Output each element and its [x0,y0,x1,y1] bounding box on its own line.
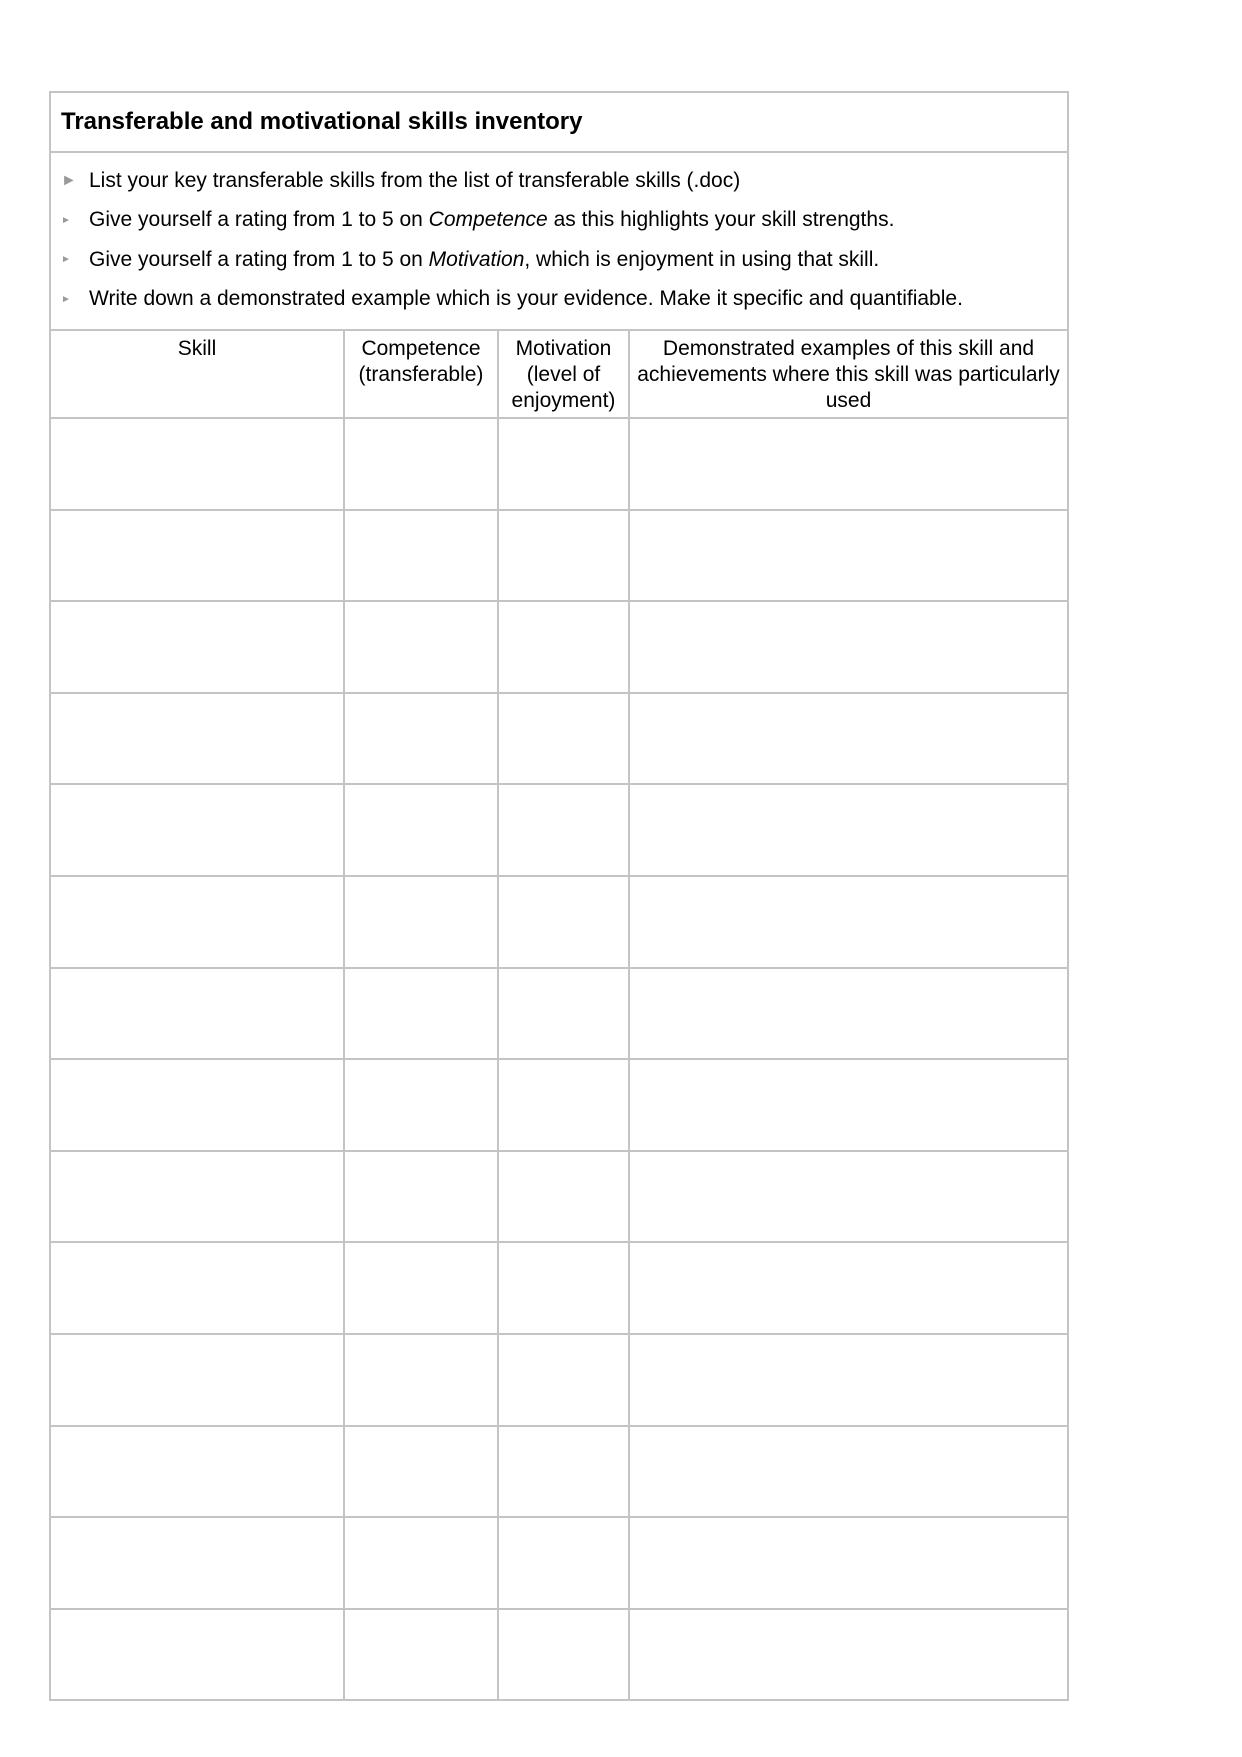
competence-cell[interactable] [344,1151,498,1243]
competence-cell[interactable] [344,876,498,968]
skills-table [51,331,1067,1699]
skill-cell[interactable] [51,1059,344,1151]
table-row [51,1609,1067,1700]
examples-cell[interactable] [629,876,1067,968]
competence-cell[interactable] [344,601,498,693]
examples-cell[interactable] [629,601,1067,693]
competence-cell[interactable] [344,1242,498,1334]
form-title: Transferable and motivational skills inventory [51,93,1067,153]
motivation-cell[interactable] [498,510,629,602]
examples-cell[interactable] [629,968,1067,1060]
skill-cell[interactable] [51,1517,344,1609]
competence-cell[interactable] [344,1517,498,1609]
competence-cell[interactable] [344,1059,498,1151]
examples-cell[interactable] [629,1151,1067,1243]
examples-cell[interactable] [629,1426,1067,1518]
examples-cell[interactable] [629,1334,1067,1426]
header-skill: Skill [51,331,344,418]
motivation-cell[interactable] [498,1242,629,1334]
table-row [51,1517,1067,1609]
table-body [51,418,1067,1699]
competence-cell[interactable] [344,418,498,510]
motivation-cell[interactable] [498,1426,629,1518]
competence-cell[interactable] [344,968,498,1060]
competence-cell[interactable] [344,510,498,602]
table-row [51,1426,1067,1518]
table-row [51,510,1067,602]
header-motivation: Motivation (level of enjoyment) [498,331,629,418]
motivation-cell[interactable] [498,1517,629,1609]
table-row [51,968,1067,1060]
triangle-bullet-icon: ► [61,254,71,266]
motivation-cell[interactable] [498,1151,629,1243]
instructions-list [51,153,1067,331]
instruction-text: , which is enjoyment in using that skill. [524,247,880,271]
table-row [51,1151,1067,1243]
motivation-cell[interactable] [498,876,629,968]
table-row [51,1059,1067,1151]
motivation-cell[interactable] [498,1609,629,1700]
skill-cell[interactable] [51,510,344,602]
instruction-text: List your key transferable skills from the list of transferable skills (.doc) [89,168,741,192]
table-row [51,1334,1067,1426]
examples-cell[interactable] [629,693,1067,785]
triangle-bullet-icon: ► [61,293,71,305]
table-header-row [51,331,1067,418]
skill-cell[interactable] [51,601,344,693]
skill-cell[interactable] [51,1426,344,1518]
competence-cell[interactable] [344,1426,498,1518]
instruction-text: Give yourself a rating from 1 to 5 on [89,247,429,271]
table-row [51,693,1067,785]
skill-cell[interactable] [51,968,344,1060]
table-row [51,784,1067,876]
examples-cell[interactable] [629,1517,1067,1609]
examples-cell[interactable] [629,1609,1067,1700]
skill-cell[interactable] [51,1151,344,1243]
triangle-bullet-icon: ► [61,214,71,226]
triangle-bullet-icon: ► [61,171,77,189]
skill-cell[interactable] [51,1609,344,1700]
motivation-cell[interactable] [498,784,629,876]
skill-cell[interactable] [51,876,344,968]
instruction-item [51,240,1067,280]
table-row [51,1242,1067,1334]
motivation-cell[interactable] [498,601,629,693]
instruction-item [51,280,1067,320]
motivation-cell[interactable] [498,968,629,1060]
header-competence: Competence (transferable) [344,331,498,418]
table-row [51,876,1067,968]
competence-cell[interactable] [344,1609,498,1700]
skill-cell[interactable] [51,418,344,510]
examples-cell[interactable] [629,418,1067,510]
table-row [51,601,1067,693]
skill-cell[interactable] [51,784,344,876]
motivation-cell[interactable] [498,418,629,510]
table-row [51,418,1067,510]
examples-cell[interactable] [629,784,1067,876]
motivation-cell[interactable] [498,1334,629,1426]
skill-cell[interactable] [51,1334,344,1426]
competence-cell[interactable] [344,784,498,876]
skills-inventory-form [49,91,1069,1701]
instruction-item [51,161,1067,201]
instruction-text: Write down a demonstrated example which is your evidence. Make it specific and quantifiable. [89,287,963,311]
examples-cell[interactable] [629,510,1067,602]
instruction-text: as this highlights your skill strengths. [547,208,895,232]
competence-cell[interactable] [344,693,498,785]
examples-cell[interactable] [629,1059,1067,1151]
header-examples: Demonstrated examples of this skill and achievements where this skill was particularly used [629,331,1067,418]
examples-cell[interactable] [629,1242,1067,1334]
motivation-cell[interactable] [498,1059,629,1151]
skill-cell[interactable] [51,1242,344,1334]
instruction-emphasis: Competence [428,208,548,232]
competence-cell[interactable] [344,1334,498,1426]
instruction-emphasis: Motivation [428,247,525,271]
motivation-cell[interactable] [498,693,629,785]
skill-cell[interactable] [51,693,344,785]
instruction-text: Give yourself a rating from 1 to 5 on [89,208,429,232]
instruction-item [51,201,1067,241]
